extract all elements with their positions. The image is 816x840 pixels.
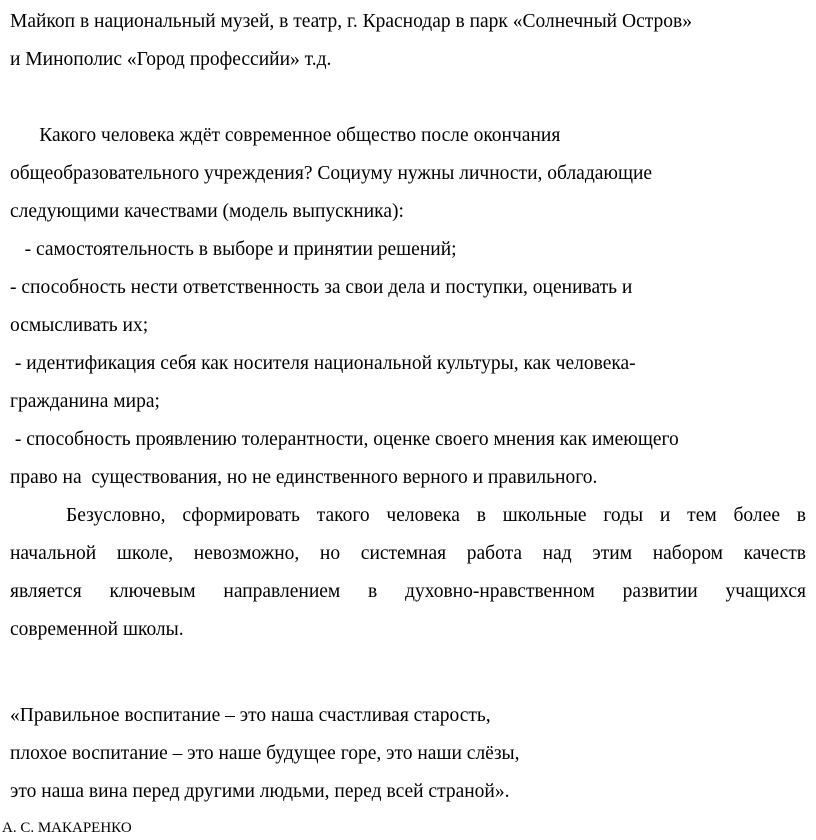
list-item-line: - самостоятельность в выборе и принятии решений; [10, 239, 457, 260]
list-item-line: гражданина мира; [10, 391, 160, 412]
list-item-line: осмысливать их; [10, 315, 149, 336]
conclusion-line: современной школы. [10, 619, 184, 640]
list-item-line: право на существования, но не единственного верного и правильного. [10, 467, 598, 488]
conclusion-line: является ключевым направлением в духовно-нравственном развитии учащихся [10, 581, 806, 602]
paragraph-line: общеобразовательного учреждения? Социуму нужны личности, обладающие [10, 163, 653, 184]
list-item-line: - способность нести ответственность за свои дела и поступки, оценивать и [10, 277, 633, 298]
paragraph-line: следующими качествами (модель выпускника): [10, 201, 404, 222]
list-item-line: - идентификация себя как носителя национальной культуры, как человека- [10, 353, 636, 374]
quote-author: А. С. МАКАРЕНКО [2, 820, 132, 836]
list-item-line: - способность проявлению толерантности, оценке своего мнения как имеющего [10, 429, 679, 450]
paragraph-line: Какого человека ждёт современное общество после окончания [10, 125, 561, 146]
quote-line: плохое воспитание – это наше будущее горе, это наши слёзы, [10, 743, 520, 764]
quote-line: это наша вина перед другими людьми, перед всей страной». [10, 781, 510, 802]
conclusion-line: начальной школе, невозможно, но системная работа над этим набором качеств [10, 543, 806, 564]
intro-line: и Минополис «Город профессийи» т.д. [10, 49, 332, 70]
intro-line: Майкоп в национальный музей, в театр, г. Краснодар в парк «Солнечный Остров» [10, 11, 692, 32]
quote-line: «Правильное воспитание – это наша счастливая старость, [10, 705, 491, 726]
conclusion-line: Безусловно, сформировать такого человека в школьные годы и тем более в [66, 505, 806, 526]
